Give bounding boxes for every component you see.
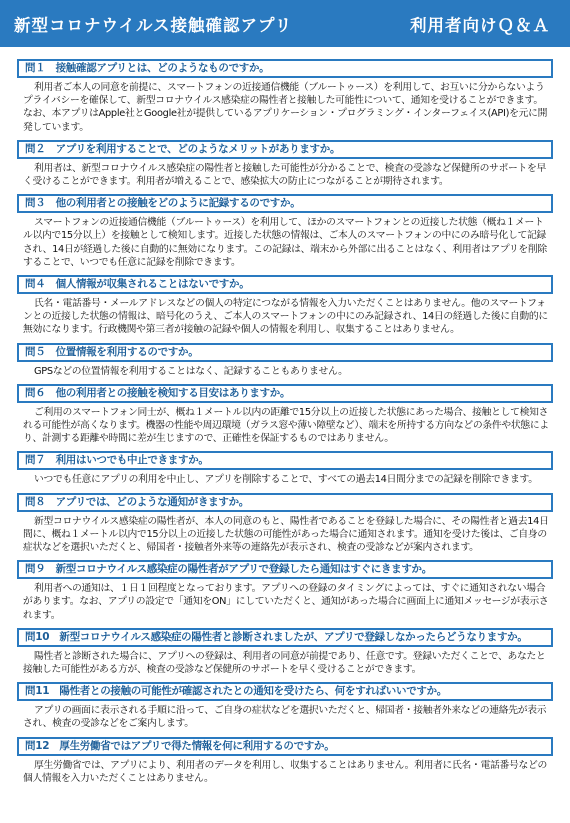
answer-3: スマートフォンの近接通信機能（ブルートゥース）を利用して、ほかのスマートフォンとの近接した状態（概ね１メートル以内で15分以上）を接触として検知します。近接した状態の情報は、ご本人のスマートフォンの中にのみ暗号化して記録され、14日が経過した後に自動的に無効になります。この記録は、端末から外部に出ることはなく、利用者はアプリを削除することで、いつでも任意に記録を削除できます。 (23, 217, 547, 268)
qa-item-10 (17, 628, 553, 679)
question-2: 問２ アプリを利用することで、どのようなメリットがありますか。 (17, 140, 553, 159)
qa-item-12 (17, 737, 553, 788)
qa-item-4 (17, 275, 553, 340)
qa-item-9 (17, 560, 553, 625)
qa-item-6 (17, 384, 553, 449)
answer-11: アプリの画面に表示される手順に沿って、ご自身の症状などを選択いただくと、帰国者・接触者外来などの連絡先が表示され、検査の受診などをご案内します。 (23, 705, 547, 730)
qa-item-11 (17, 682, 553, 733)
question-5: 問５ 位置情報を利用するのですか。 (17, 343, 553, 362)
qa-item-5 (17, 343, 553, 381)
question-8: 問８ アプリでは、どのような通知がきますか。 (17, 493, 553, 512)
qa-list (0, 47, 570, 788)
answer-9: 利用者への通知は、１日１回程度となっております。アプリへの登録のタイミングによっては、すぐに通知されない場合があります。なお、アプリの設定で「通知をON」にしていただくと、通知があった場合に画面上に通知メッセージが表示されます。 (23, 583, 549, 621)
question-10: 問10 新型コロナウイルス感染症の陽性者と診断されましたが、アプリで登録しなかったらどうなりますか。 (17, 628, 553, 647)
qa-item-2 (17, 140, 553, 191)
answer-4: 氏名・電話番号・メールアドレスなどの個人の特定につながる情報を入力いただくことはありません。他のスマートフォンとの近接した状態の情報は、暗号化のうえ、ご本人のスマートフォンの中にのみ記録され、14日の経過した後に自動的に無効になります。行政機関や第三者が接触の記録や個人の情報を利用し、収集することはありません。 (23, 298, 548, 336)
question-12: 問12 厚生労働省ではアプリで得た情報を何に利用するのですか。 (17, 737, 553, 756)
answer-1: 利用者ご本人の同意を前提に、スマートフォンの近接通信機能（ブルートゥース）を利用して、お互いに分からないようプライバシーを確保して、新型コロナウイルス感染症の陽性者と接触した可能性について、通知を受けることができます。なお、本アプリはApple社とGoogle社が提供しているアプリケーション・プログラミング・インターフェイス(API)を元に開発しています。 (23, 82, 548, 133)
qa-item-1 (17, 59, 553, 137)
answer-7: いつでも任意にアプリの利用を中止し、アプリを削除することで、すべての過去14日間分までの記録を削除できます。 (34, 474, 538, 486)
answer-2: 利用者は、新型コロナウイルス感染症の陽性者と接触した可能性が分かることで、検査の受診など保健所のサポートを早く受けることができます。利用者が増えることで、感染拡大の防止につながることが期待されます。 (23, 162, 547, 188)
answer-6: ご利用のスマートフォン同士が、概ね１メートル以内の距離で15分以上の近接した状態にあった場合、接触として検知される可能性が高くなります。機器の性能や周辺環境（ガラス窓や薄い障壁など）、端末を所持する方向などの条件や状態により、計測する距離や時間に差が生じますので、正確性を保証するものではありません。 (23, 406, 549, 445)
question-7: 問７ 利用はいつでも中止できますか。 (17, 451, 553, 470)
question-1: 問１ 接触確認アプリとは、どのようなものですか。 (17, 59, 553, 78)
answer-12: 厚生労働省では、アプリにより、利用者のデータを利用し、収集することはありません。利用者に氏名・電話番号などの個人情報を入力いただくことはありません。 (23, 759, 548, 784)
answer-5: GPSなどの位置情報を利用することはなく、記録することもありません。 (34, 365, 348, 377)
question-6: 問６ 他の利用者との接触を検知する目安はありますか。 (17, 384, 553, 403)
page-subtitle: 利用者向けＱ＆Ａ (410, 15, 550, 35)
page-header (0, 0, 570, 47)
answer-10: 陽性者と診断された場合に、アプリへの登録は、利用者の同意が前提であり、任意です。登録いただくことで、あなたと接触した可能性がある方が、検査の受診など保健所のサポートを早く受けることができます。 (23, 650, 546, 676)
qa-item-7 (17, 451, 553, 489)
app-title: 新型コロナウイルス接触確認アプリ (14, 15, 293, 35)
question-9: 問９ 新型コロナウイルス感染症の陽性者がアプリで登録したら通知はすぐにきますか。 (17, 560, 553, 579)
answer-8: 新型コロナウイルス感染症の陽性者が、本人の同意のもと、陽性者であることを登録した場合に、その陽性者と過去14日間に、概ね１メートル以内で15分以上の近接した状態の可能性があった場合に通知されます。通知を受けた後は、ご自身の症状などを選択いただくと、帰国者・接触者外来等の連絡先が表示され、検査の受診などが案内されます。 (23, 515, 549, 554)
question-11: 問11 陽性者との接触の可能性が確認されたとの通知を受けたら、何をすればいいですか。 (17, 682, 553, 701)
qa-item-8 (17, 493, 553, 558)
question-3: 問３ 他の利用者との接触をどのように記録するのですか。 (17, 194, 553, 213)
qa-item-3 (17, 194, 553, 272)
question-4: 問４ 個人情報が収集されることはないですか。 (17, 275, 553, 294)
